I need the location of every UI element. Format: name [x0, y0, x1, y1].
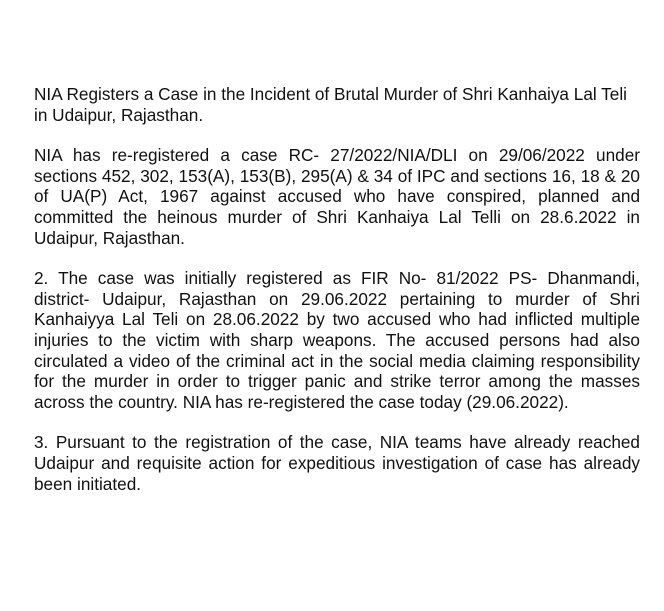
- paragraph-intro: NIA has re-registered a case RC- 27/2022/NIA/DLI on 29/06/2022 under sections 452, 302, 153(A), 153(B), 295(A) & 34 of IPC and sections 16, 18 & 20 of UA(P) Act, 1967 against accused who have conspired, planned and committed the heinous murder of Shri Kanhaiya Lal Telli on 28.6.2022 in Udaipur, Rajasthan.: [34, 145, 640, 248]
- press-release: [34, 84, 640, 514]
- paragraph-3: 3. Pursuant to the registration of the case, NIA teams have already reached Udaipur and requisite action for expeditious investigation of case has already been initiated.: [34, 432, 640, 494]
- press-release-title: NIA Registers a Case in the Incident of Brutal Murder of Shri Kanhaiya Lal Teli in Udaipur, Rajasthan.: [34, 84, 627, 125]
- paragraph-2: 2. The case was initially registered as FIR No- 81/2022 PS- Dhanmandi, district- Udaipur, Rajasthan on 29.06.2022 pertaining to murder of Shri Kanhaiyya Lal Teli on 28.06.2022 by two accused who had inflicted multiple injuries to the victim with sharp weapons. The accused persons had also circulated a video of the criminal act in the social media claiming responsibility for the murder in order to trigger panic and strike terror among the masses across the country. NIA has re-registered the case today (29.06.2022).: [34, 268, 640, 412]
